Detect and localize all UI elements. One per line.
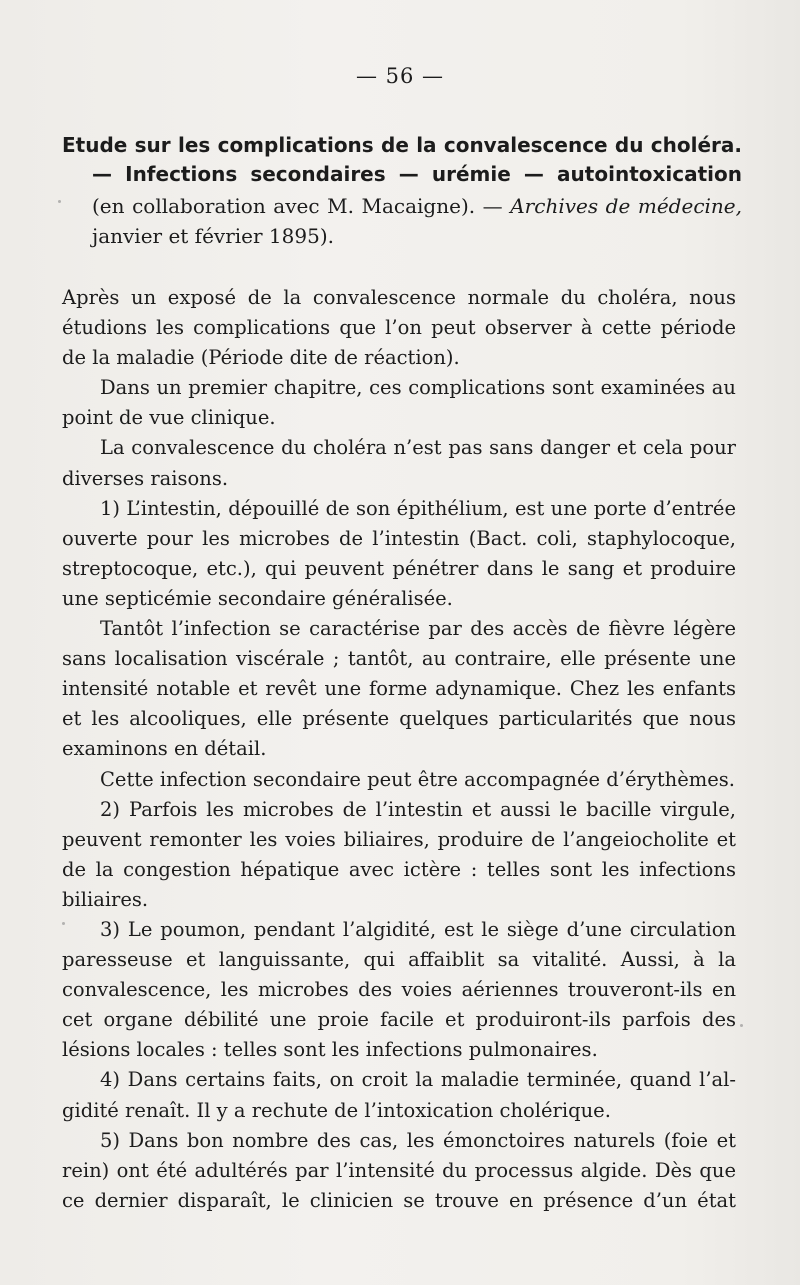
body-line: gidité renaît. Il y a rechute de l’intoxication cholérique. xyxy=(62,1098,611,1122)
body-line: Dans un premier chapitre, ces complications sont examinées au xyxy=(100,376,736,400)
citation-line-2: janvier et février 1895). xyxy=(92,224,334,248)
body-line: diverses raisons. xyxy=(62,466,229,490)
body-line: intensité notable et revêt une forme adynamique. Chez les enfants xyxy=(62,677,736,701)
citation-line-1 xyxy=(92,191,742,221)
body-line: ouverte pour les microbes de l’intestin (Bact. coli, staphylocoque, xyxy=(62,526,736,550)
body-line: rein) ont été adultérés par l’intensité du processus algide. Dès que xyxy=(62,1158,736,1182)
paper-speck xyxy=(62,922,65,925)
body-line: et les alcooliques, elle présente quelques particularités que nous xyxy=(62,707,736,731)
body-line: lésions locales : telles sont les infections pulmonaires. xyxy=(62,1038,598,1062)
body-line: examinons en détail. xyxy=(62,737,267,761)
body-line: streptocoque, etc.), qui peuvent pénétrer dans le sang et produire xyxy=(62,556,736,580)
body-line: 2) Parfois les microbes de l’intestin et aussi le bacille virgule, xyxy=(100,797,736,821)
paper-speck xyxy=(740,1024,743,1027)
body-line: convalescence, les microbes des voies aériennes trouveront-ils en xyxy=(62,978,736,1002)
body-line: Après un exposé de la convalescence normale du choléra, nous xyxy=(62,286,736,309)
body-line: de la congestion hépatique avec ictère : telles sont les infections xyxy=(62,857,736,881)
body-line: Cette infection secondaire peut être accompagnée d’érythèmes. xyxy=(100,767,735,791)
body-line: étudions les complications que l’on peut observer à cette période xyxy=(62,316,736,340)
body-line: de la maladie (Période dite de réaction). xyxy=(62,346,460,370)
body-line: point de vue clinique. xyxy=(62,406,276,430)
entry-title xyxy=(62,131,742,189)
citation-collaboration: (en collaboration avec M. Macaigne). — xyxy=(92,194,511,218)
body-line: Tantôt l’infection se caractérise par des accès de fièvre légère xyxy=(100,617,736,641)
entry-title-line-1: Etude sur les complications de la convalescence du choléra. xyxy=(62,133,742,157)
body-line: 4) Dans certains faits, on croit la maladie terminée, quand l’al- xyxy=(100,1068,736,1092)
entry-citation xyxy=(92,191,742,251)
body-line: peuvent remonter les voies biliaires, produire de l’angeiocholite et xyxy=(62,827,736,851)
page-number: — 56 — xyxy=(355,64,445,88)
body-line: une septicémie secondaire généralisée. xyxy=(62,586,453,610)
entry-title-line-2: — Infections secondaires — urémie — autointoxication xyxy=(92,162,742,186)
body-line: biliaires. xyxy=(62,887,149,911)
body-line: La convalescence du choléra n’est pas sans danger et cela pour xyxy=(100,436,736,460)
body-line: 3) Le poumon, pendant l’algidité, est le siège d’une circulation xyxy=(100,917,736,941)
body-line: 1) L’intestin, dépouillé de son épithélium, est une porte d’entrée xyxy=(100,496,736,520)
body-line: ce dernier disparaît, le clinicien se trouve en présence d’un état xyxy=(62,1188,736,1212)
body-line: 5) Dans bon nombre des cas, les émonctoires naturels (foie et xyxy=(100,1128,736,1152)
body-line: cet organe débilité une proie facile et produiront-ils parfois des xyxy=(62,1008,736,1032)
body-text xyxy=(62,283,736,1216)
paper-speck xyxy=(58,200,61,203)
citation-journal: Archives de médecine, xyxy=(510,194,742,218)
body-line: sans localisation viscérale ; tantôt, au contraire, elle présente une xyxy=(62,647,736,671)
body-line: paresseuse et languissante, qui affaiblit sa vitalité. Aussi, à la xyxy=(62,948,736,972)
